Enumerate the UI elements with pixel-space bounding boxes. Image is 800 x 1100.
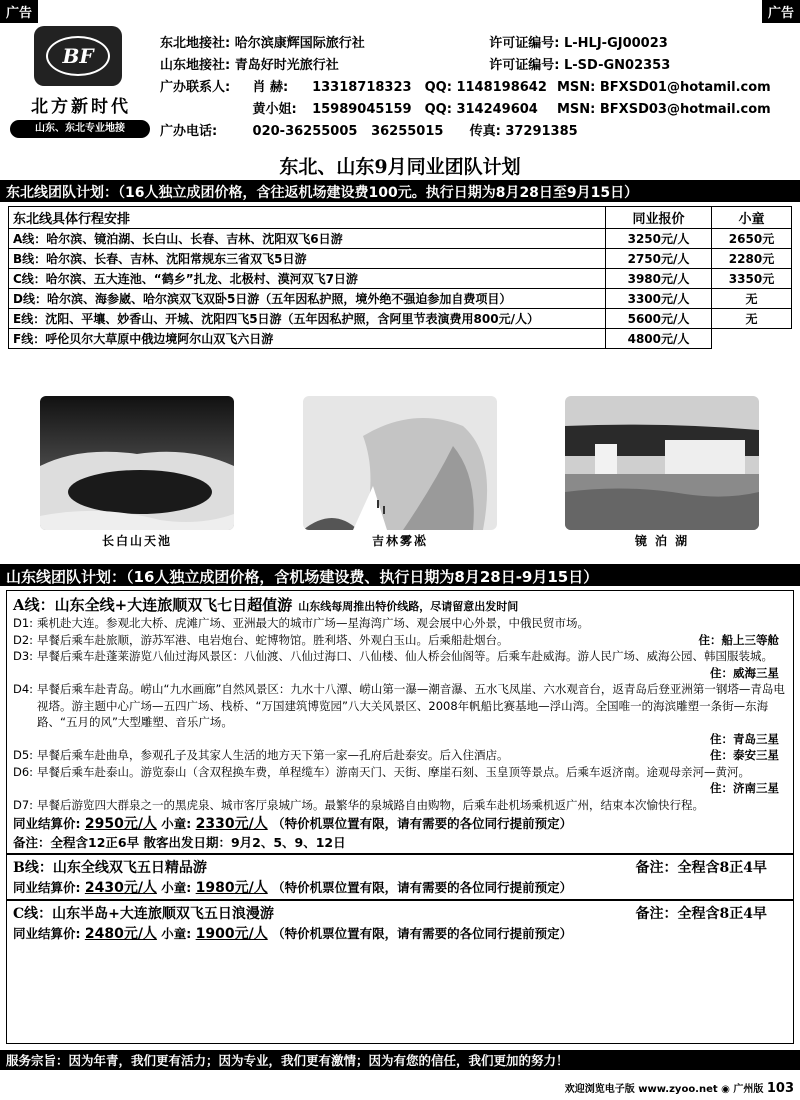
price-cell: 3980元/人 <box>606 269 712 289</box>
contact-row-2 <box>160 98 771 117</box>
sd-license-label: 许可证编号: <box>489 58 560 73</box>
divider <box>7 853 793 855</box>
price-cell: 4800元/人 <box>606 329 712 349</box>
photo-jingpo-lake <box>565 396 759 556</box>
sd-agency-label: 山东地接社: <box>160 58 231 73</box>
photo-caption: 吉林雾凇 <box>371 534 428 548</box>
ad-label-left: 广告 <box>0 0 38 23</box>
contact-1-qq: 1148198642 <box>456 80 547 95</box>
logo <box>6 26 156 138</box>
price-cell: 3300元/人 <box>606 289 712 309</box>
logo-name: 北方新时代 <box>31 97 131 117</box>
sd-routes <box>6 590 794 1044</box>
ne-agency: 哈尔滨康辉国际旅行社 <box>234 36 365 51</box>
day-number: D5: <box>13 748 34 762</box>
table-header-row <box>9 207 792 229</box>
child-label: 小童: <box>161 926 192 941</box>
day-number: D2: <box>13 632 34 647</box>
sd-agency-row <box>160 54 670 73</box>
itinerary-day <box>13 764 787 797</box>
logo-mark-text: BF <box>46 36 110 76</box>
price-note: （特价机票位置有限，请有需要的各位同行提前预定） <box>272 926 573 941</box>
route-c-price <box>13 923 787 943</box>
day-text: 早餐后乘车赴旅顺，游苏军港、电岩炮台、蛇博物馆。胜利塔、外观白玉山。后乘船赴烟台。 <box>37 632 509 647</box>
day-number: D4: <box>13 682 34 696</box>
child-cell <box>712 329 792 349</box>
day-text: 早餐后乘车赴曲阜，参观孔子及其家人生活的地方天下第一家—孔府后赴泰安。后入住酒店。 <box>37 748 509 762</box>
logo-slogan: 山东、东北专业地接 <box>10 120 150 138</box>
day-number: D6: <box>13 764 34 779</box>
footer-edition: 广州版 <box>733 1084 764 1095</box>
service-slogan: 服务宗旨：因为年青，我们更有活力；因为专业，我们更有激情；因为有您的信任，我们更加的努力！ <box>0 1050 800 1070</box>
child-cell: 无 <box>712 289 792 309</box>
route-cell: C线：哈尔滨、五大连池、“鹤乡”扎龙、北极村、漠河双飞7日游 <box>9 269 606 289</box>
route-b-price <box>13 877 787 897</box>
contact-2-phone: 15989045159 <box>312 102 412 117</box>
contact-label: 广办联系人: <box>160 80 231 95</box>
photo-jilin-rime <box>303 396 497 556</box>
route-c-title-text: C线：山东半岛+大连旅顺双飞五日浪漫游 <box>13 906 274 922</box>
price-cell: 3250元/人 <box>606 229 712 249</box>
route-c-remark: 备注：全程含8正4早 <box>635 906 767 922</box>
route-b-title <box>13 857 787 877</box>
day-number: D3: <box>13 649 34 663</box>
itinerary-day <box>13 747 787 764</box>
table-row <box>9 229 792 249</box>
route-header: 东北线具体行程安排 <box>9 207 606 229</box>
day-stay: 住：船上三等舱 <box>698 632 779 647</box>
ne-section-bar: 东北线团队计划：（16人独立成团价格，含往返机场建设费100元。执行日期为8月28日至9月15日） <box>0 180 800 202</box>
contact-1-msn-label: MSN: <box>556 80 596 95</box>
contact-row-1 <box>160 76 771 95</box>
contact-2-msn-label: MSN: <box>556 102 596 117</box>
child-label: 小童: <box>161 816 192 831</box>
day-stay: 住：威海三星 <box>710 665 779 680</box>
route-a-title <box>13 594 787 615</box>
ne-agency-row <box>160 32 668 51</box>
sd-agency: 青岛好时光旅行社 <box>234 58 339 73</box>
route-b-remark: 备注：全程含8正4早 <box>635 860 767 876</box>
bf-logo-icon <box>34 26 122 86</box>
contact-1-qq-label: QQ: <box>424 80 452 95</box>
tel-row <box>160 120 578 139</box>
child-value: 1980元/人 <box>195 880 268 896</box>
footer <box>565 1080 794 1096</box>
itinerary-day <box>13 615 787 632</box>
child-value: 2330元/人 <box>195 816 268 832</box>
itinerary-day <box>13 681 787 747</box>
route-cell: D线：哈尔滨、海参崴、哈尔滨双飞双卧5日游（五年因私护照，境外绝不强迫参加自费项目） <box>9 289 606 309</box>
tel-1: 020-36255005 <box>252 124 358 139</box>
day-text: 早餐后乘车赴蓬莱游览八仙过海风景区：八仙渡、八仙过海口、八仙楼、仙人桥会仙阁等。后乘车赴威海。游人民广场、威海公园、韩国服装城。 <box>37 649 773 663</box>
itinerary-day <box>13 797 787 814</box>
route-a-price <box>13 813 787 833</box>
contact-1-phone: 13318718323 <box>312 80 412 95</box>
route-a-note: 山东线每周推出特价线路，尽请留意出发时间 <box>298 600 519 613</box>
page-number: 103 <box>766 1081 794 1096</box>
day-text: 早餐后乘车赴泰山。游览泰山（含双程换车费，单程缆车）游南天门、天街、摩崖石刻、玉皇顶等景点。后乘车返济南。途观母亲河—黄河。 <box>37 764 750 779</box>
divider <box>7 899 793 901</box>
child-cell: 3350元 <box>712 269 792 289</box>
route-cell: E线：沈阳、平壤、妙香山、开城、沈阳四飞5日游（五年因私护照，含阿里节表演费用800元/人） <box>9 309 606 329</box>
waterfall-image <box>565 396 759 530</box>
fax: 37291385 <box>505 124 578 139</box>
tel-label: 广办电话: <box>160 124 218 139</box>
contact-1-msn[interactable]: BFXSD01@hotamil.com <box>599 80 771 95</box>
price-cell: 2750元/人 <box>606 249 712 269</box>
photo-caption: 长白山天池 <box>101 534 172 548</box>
day-stay: 住：青岛三星 <box>710 731 779 746</box>
ne-agency-label: 东北地接社: <box>160 36 231 51</box>
child-header: 小童 <box>712 207 792 229</box>
page-title: 东北、山东9月同业团队计划 <box>279 156 521 178</box>
day-number: D1: <box>13 616 34 630</box>
ne-price-table <box>8 206 792 349</box>
route-c-title <box>13 903 787 923</box>
table-row <box>9 329 792 349</box>
itinerary-day <box>13 648 787 681</box>
price-note: （特价机票位置有限，请有需要的各位同行提前预定） <box>272 816 573 831</box>
day-number: D7: <box>13 797 34 812</box>
day-text: 早餐后游览四大群泉之一的黑虎泉、城市客厅泉城广场。最繁华的泉城路自由购物，后乘车赴机场乘机返广州，结束本次愉快行程。 <box>37 797 704 812</box>
ad-label-right: 广告 <box>762 0 800 23</box>
price-cell: 5600元/人 <box>606 309 712 329</box>
header <box>0 22 800 142</box>
contact-2-qq-label: QQ: <box>424 102 452 117</box>
price-value: 2480元/人 <box>84 926 157 942</box>
child-value: 1900元/人 <box>195 926 268 942</box>
ne-license-label: 许可证编号: <box>489 36 560 51</box>
contact-2-msn[interactable]: BFXSD03@hotmail.com <box>599 102 771 117</box>
sd-section-bar: 山东线团队计划：（16人独立成团价格，含机场建设费、执行日期为8月28日-9月15日） <box>0 564 800 586</box>
price-header: 同业报价 <box>606 207 712 229</box>
child-cell: 2650元 <box>712 229 792 249</box>
fax-label: 传真: <box>469 124 501 139</box>
footer-site[interactable]: 欢迎浏览电子版 www.zyoo.net <box>564 1084 718 1095</box>
day-text: 乘机赴大连。参观北大桥、虎滩广场、亚洲最大的城市广场—星海湾广场、观会展中心外景，中俄民贸市场。 <box>37 616 589 630</box>
rime-trees-image <box>303 396 497 530</box>
photo-changbai-tianchi <box>40 396 234 556</box>
child-label: 小童: <box>161 880 192 895</box>
route-b-title-text: B线：山东全线双飞五日精品游 <box>13 860 207 876</box>
contact-2-name: 黄小姐: <box>252 102 297 117</box>
contact-1-name: 肖 赫: <box>252 80 289 95</box>
day-stay: 住：济南三星 <box>710 781 779 795</box>
route-cell: B线：哈尔滨、长春、吉林、沈阳常规东三省双飞5日游 <box>9 249 606 269</box>
route-cell: A线：哈尔滨、镜泊湖、长白山、长春、吉林、沈阳双飞6日游 <box>9 229 606 249</box>
tel-2: 36255015 <box>371 124 444 139</box>
day-stay: 住：泰安三星 <box>710 748 779 762</box>
price-value: 2430元/人 <box>84 880 157 896</box>
child-cell: 无 <box>712 309 792 329</box>
table-row <box>9 309 792 329</box>
table-row <box>9 269 792 289</box>
photo-caption: 镜 泊 湖 <box>634 534 690 548</box>
day-text: 早餐后乘车赴青岛。崂山“九水画廊”自然风景区：九水十八潭、崂山第一瀑—潮音瀑、五水飞凤崖、六水观音台，返青岛后登亚洲第一钢塔—青岛电视塔。游主题中心广场—五四广场、栈桥、“万国建筑博览园”八大关风景区、2008年帆船比赛基地—浮山湾。全国唯一的海滨雕塑一条街—东海路、“五月的风”大型雕塑、音乐广场。 <box>37 682 785 729</box>
sd-license: L-SD-GN02353 <box>564 58 671 73</box>
ne-license: L-HLJ-GJ00023 <box>564 36 668 51</box>
table-row <box>9 249 792 269</box>
price-label: 同业结算价: <box>13 926 81 941</box>
site-logo-icon: ◉ <box>721 1084 730 1095</box>
itinerary-day <box>13 632 787 649</box>
price-value: 2950元/人 <box>84 816 157 832</box>
price-label: 同业结算价: <box>13 880 81 895</box>
route-a-title-text: A线：山东全线+大连旅顺双飞七日超值游 <box>13 596 293 614</box>
child-cell: 2280元 <box>712 249 792 269</box>
route-cell: F线：呼伦贝尔大草原中俄边境阿尔山双飞六日游 <box>9 329 606 349</box>
route-a-remark: 备注：全程含12正6早 散客出发日期：9月2、5、9、12日 <box>13 835 346 850</box>
price-label: 同业结算价: <box>13 816 81 831</box>
photo-strip <box>0 396 800 556</box>
price-note: （特价机票位置有限，请有需要的各位同行提前预定） <box>272 880 573 895</box>
table-row <box>9 289 792 309</box>
crater-lake-image <box>40 396 234 530</box>
contact-2-qq: 314249604 <box>456 102 538 117</box>
